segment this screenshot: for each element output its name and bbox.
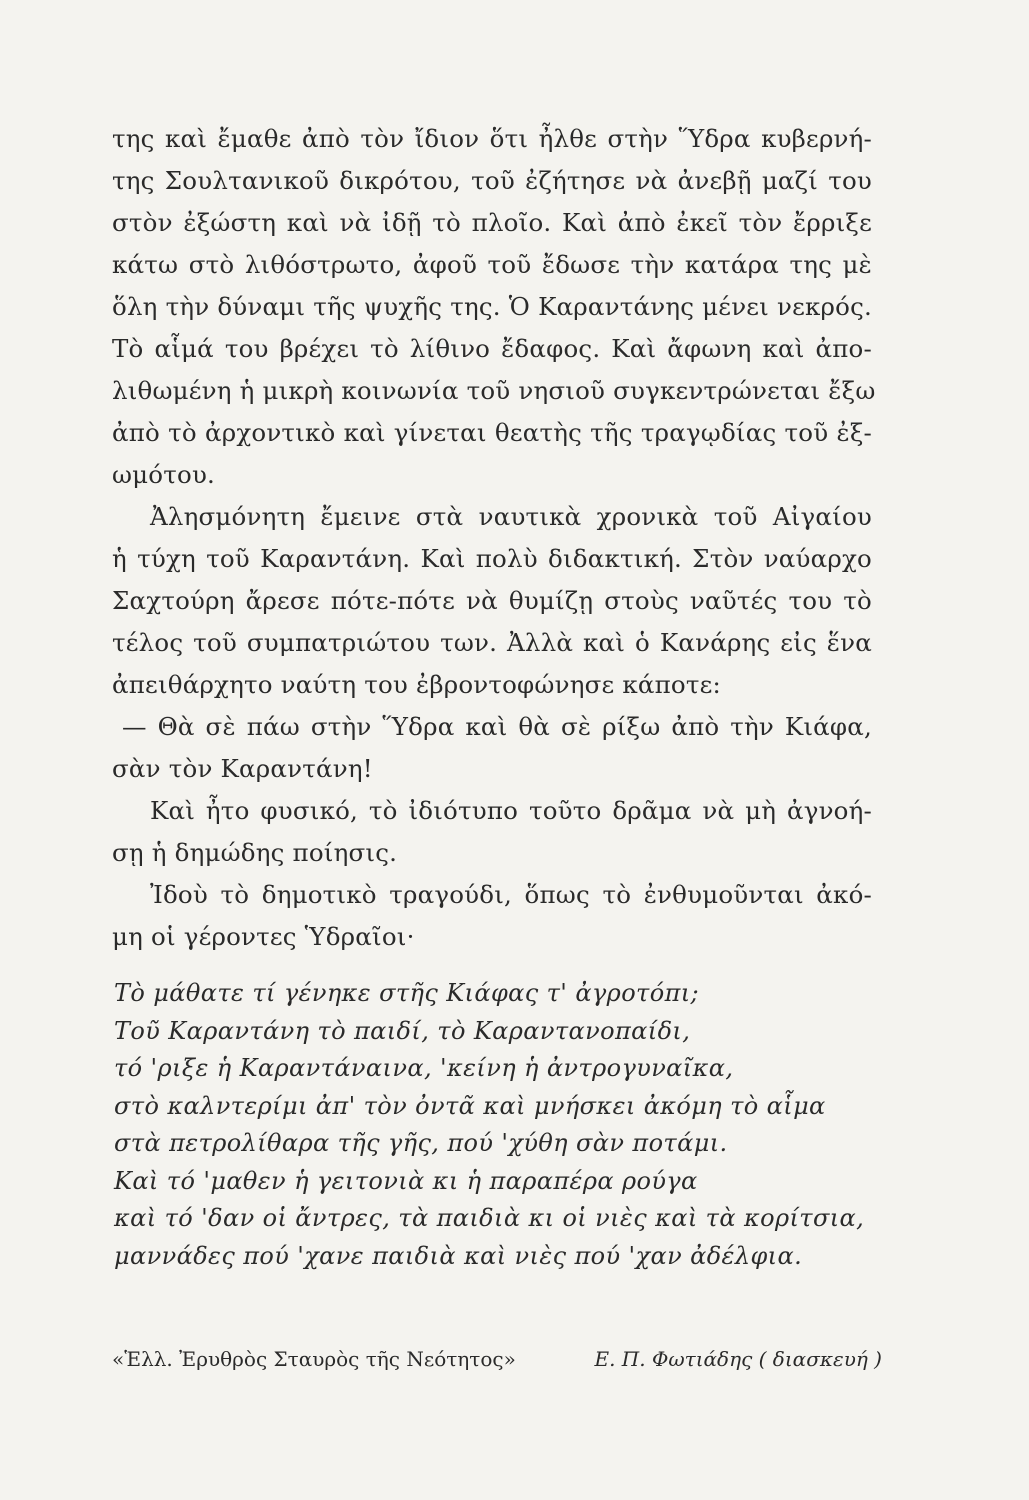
- prose-line: σῃ ἡ δημώδης ποίησις.: [112, 838, 398, 867]
- prose-line: ἡ τύχη τοῦ Καραντάνη. Καὶ πολὺ διδακτική. Στὸν ναύαρχο: [112, 544, 872, 573]
- prose-line: σὰν τὸν Καραντάνη!: [112, 754, 373, 783]
- prose-line: ωμότου.: [112, 460, 216, 489]
- prose-line: λιθωμένη ἡ μικρὴ κοινωνία τοῦ νησιοῦ συγκεντρώνεται ἔξω: [112, 376, 876, 405]
- prose-line: τέλος τοῦ συμπατριώτου των. Ἀλλὰ καὶ ὁ Κανάρης εἰς ἕνα: [112, 628, 872, 657]
- prose-line: ὅλη τὴν δύναμι τῆς ψυχῆς της. Ὁ Καραντάνης μένει νεκρός.: [112, 292, 872, 321]
- prose-line: Τὸ αἷμά του βρέχει τὸ λίθινο ἔδαφος. Καὶ ἄφωνη καὶ ἀπο-: [112, 334, 872, 363]
- poem-line: στὸ καλντερίμι ἀπ' τὸν ὀντᾶ καὶ μνήσκει ἀκόμη τὸ αἷμα: [114, 1091, 826, 1120]
- source-author: Ε. Π. Φωτιάδης ( διασκευή ): [594, 1347, 882, 1371]
- prose-line: ἀπὸ τὸ ἀρχοντικὸ καὶ γίνεται θεατὴς τῆς τραγῳδίας τοῦ ἐξ-: [112, 418, 872, 447]
- prose-line: Καὶ ἦτο φυσικό, τὸ ἰδιότυπο τοῦτο δρᾶμα νὰ μὴ ἀγνοή-: [150, 796, 872, 825]
- folk-song: [114, 975, 874, 1275]
- prose-line: της Σουλτανικοῦ δικρότου, τοῦ ἐζήτησε νὰ ἀνεβῇ μαζί του: [112, 166, 872, 195]
- prose-line: μη οἱ γέροντες Ὑδραῖοι·: [112, 922, 415, 951]
- poem-line: μαννάδες πού 'χανε παιδιὰ καὶ νιὲς πού 'χαν ἀδέλφια.: [114, 1241, 803, 1270]
- poem-line: στὰ πετρολίθαρα τῆς γῆς, πού 'χύθη σὰν ποτάμι.: [114, 1129, 728, 1157]
- prose-line: Ἀλησμόνητη ἔμεινε στὰ ναυτικὰ χρονικὰ τοῦ Αἰγαίου: [150, 502, 872, 531]
- poem-line: Τοῦ Καραντάνη τὸ παιδί, τὸ Καραντανοπαίδι,: [114, 1016, 691, 1045]
- poem-line: Καὶ τό 'μαθεν ἡ γειτονιὰ κι ἡ παραπέρα ρούγα: [114, 1166, 698, 1195]
- prose-block: [112, 118, 876, 958]
- prose-line: κάτω στὸ λιθόστρωτο, ἀφοῦ τοῦ ἔδωσε τὴν κατάρα της μὲ: [112, 250, 872, 279]
- source-publication: «Ἑλλ. Ἐρυθρὸς Σταυρὸς τῆς Νεότητος»: [112, 1347, 516, 1371]
- poem-line: Τὸ μάθατε τί γένηκε στῆς Κιάφας τ' ἀγροτόπι;: [114, 979, 700, 1007]
- poem-line: καὶ τό 'δαν οἱ ἄντρες, τὰ παιδιὰ κι οἱ νιὲς καὶ τὰ κορίτσια,: [114, 1204, 865, 1232]
- poem-line: τό 'ριξε ἡ Καραντάναινα, 'κείνη ἡ ἀντρογυναῖκα,: [114, 1054, 734, 1082]
- prose-line: της καὶ ἔμαθε ἀπὸ τὸν ἴδιον ὅτι ἦλθε στὴν Ὕδρα κυβερνή-: [112, 124, 872, 153]
- prose-line: Σαχτούρη ἄρεσε πότε-πότε νὰ θυμίζῃ στοὺς ναῦτές του τὸ: [112, 586, 872, 615]
- prose-line: ἀπειθάρχητο ναύτη του ἐβροντοφώνησε κάποτε:: [112, 670, 721, 699]
- prose-line: στὸν ἐξώστη καὶ νὰ ἰδῇ τὸ πλοῖο. Καὶ ἀπὸ ἐκεῖ τὸν ἔρριξε: [112, 208, 872, 237]
- prose-line: Ἰδοὺ τὸ δημοτικὸ τραγούδι, ὅπως τὸ ἐνθυμοῦνται ἀκό-: [150, 880, 872, 909]
- prose-line: — Θὰ σὲ πάω στὴν Ὕδρα καὶ θὰ σὲ ρίξω ἀπὸ τὴν Κιάφα,: [122, 712, 872, 741]
